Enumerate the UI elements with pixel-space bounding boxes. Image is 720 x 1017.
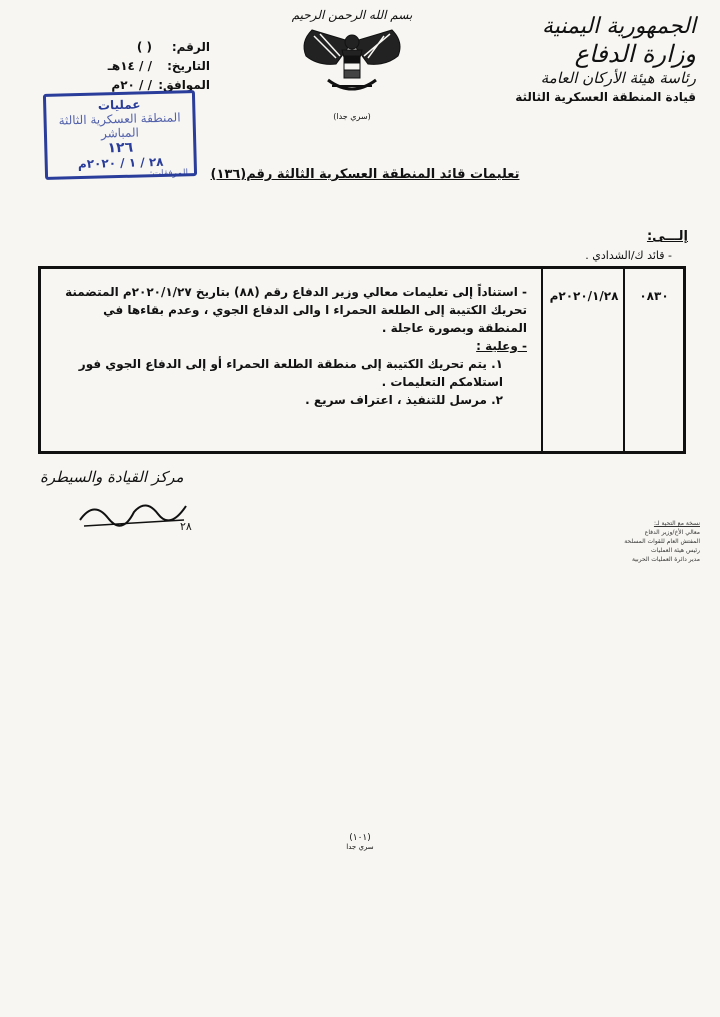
recipient-value: - قائد ك/الشدادي .	[585, 249, 672, 262]
item-1: ١. يتم تحريك الكتيبة إلى منطقة الطلعة الحمراء أو إلى الدفاع الجوي فور استلامكم التعليمات .	[78, 357, 503, 389]
stamp-misc: المرفقات:	[149, 168, 189, 180]
classification-small: (سري جدا)	[333, 112, 371, 121]
number-label: الرقم:	[171, 40, 210, 54]
date-value: / / ١٤هـ	[107, 59, 152, 73]
copies-list	[570, 519, 700, 564]
copies-line: مدير دائرة العمليات الحربية	[631, 556, 700, 563]
signature-label: مركز القيادة والسيطرة	[40, 468, 184, 486]
date-field	[40, 57, 210, 76]
basmala: بسم الله الرحمن الرحيم	[291, 8, 413, 22]
number-field	[40, 38, 210, 57]
command-name: قيادة المنطقة العسكرية الثالثة	[515, 90, 696, 104]
letterhead	[456, 14, 696, 106]
ministry-name: وزارة الدفاع	[574, 40, 696, 68]
row-date: ٢٠٢٠/١/٢٨م	[549, 289, 619, 303]
paragraph-1: - استناداً إلى تعليمات معالي وزير الدفاع رقم (٨٨) بتاريخ ٢٠٢٠/١/٢٧م المتضمنة تحريك الكتيبة إلى الطلعة الحمراء ا والى الدفاع الجوي ، وعدم بقاءها في المنطقة وبصورة عاجلة .	[65, 285, 527, 335]
stamp-line1: المنطقة العسكرية الثالثة	[58, 110, 181, 128]
footer-classification: سري جدا	[346, 843, 374, 851]
subheading: - وعلية :	[476, 339, 527, 353]
instruction-body	[41, 269, 537, 409]
copies-heading: نسخة مع التحية لـ:	[653, 520, 700, 527]
item-2: ٢. مرسل للتنفيذ ، اعتراف سريع .	[305, 393, 503, 407]
emblem-block	[282, 8, 422, 121]
operations-stamp	[43, 90, 197, 180]
stamp-title: عمليات	[97, 97, 141, 113]
page-number: (١٠١)	[349, 833, 371, 843]
recipient-label: إلـــى:	[646, 229, 688, 244]
copies-line: معالي الأخ/وزير الدفاع	[644, 529, 700, 536]
country-name: الجمهورية اليمنية	[541, 14, 696, 39]
instruction-table	[38, 266, 686, 454]
signature-number: ٢٨	[180, 520, 192, 533]
instruction-body-cell	[41, 269, 537, 451]
document-title: تعليمات قائد المنطقة العسكرية الثالثة رقم(١٣٦)	[210, 167, 520, 182]
reference-fields	[40, 38, 210, 95]
handwritten-signature-icon	[74, 490, 194, 530]
corresponding-label: الموافق:	[158, 78, 210, 92]
corresponding-value: / / ٢٠م	[111, 78, 152, 92]
row-number-cell	[623, 269, 683, 451]
date-label: التاريخ:	[167, 59, 210, 73]
row-date-cell	[541, 269, 625, 451]
page-footer	[0, 833, 720, 851]
stamp-line2: المباشر	[100, 125, 140, 141]
stamp-date: ٢٨ / ١ / ٢٠٢٠م	[77, 154, 164, 172]
stamp-number: ١٢٦	[107, 139, 134, 157]
eagle-emblem-icon	[292, 22, 412, 106]
copies-line: المفتش العام للقوات المسلحة	[624, 538, 700, 545]
copies-line: رئيس هيئة العمليات	[651, 547, 700, 554]
row-number: ٠٨٣٠	[639, 289, 669, 303]
presidency-name: رئاسة هيئة الأركان العامة	[540, 69, 696, 87]
number-value: ( )	[136, 40, 152, 54]
